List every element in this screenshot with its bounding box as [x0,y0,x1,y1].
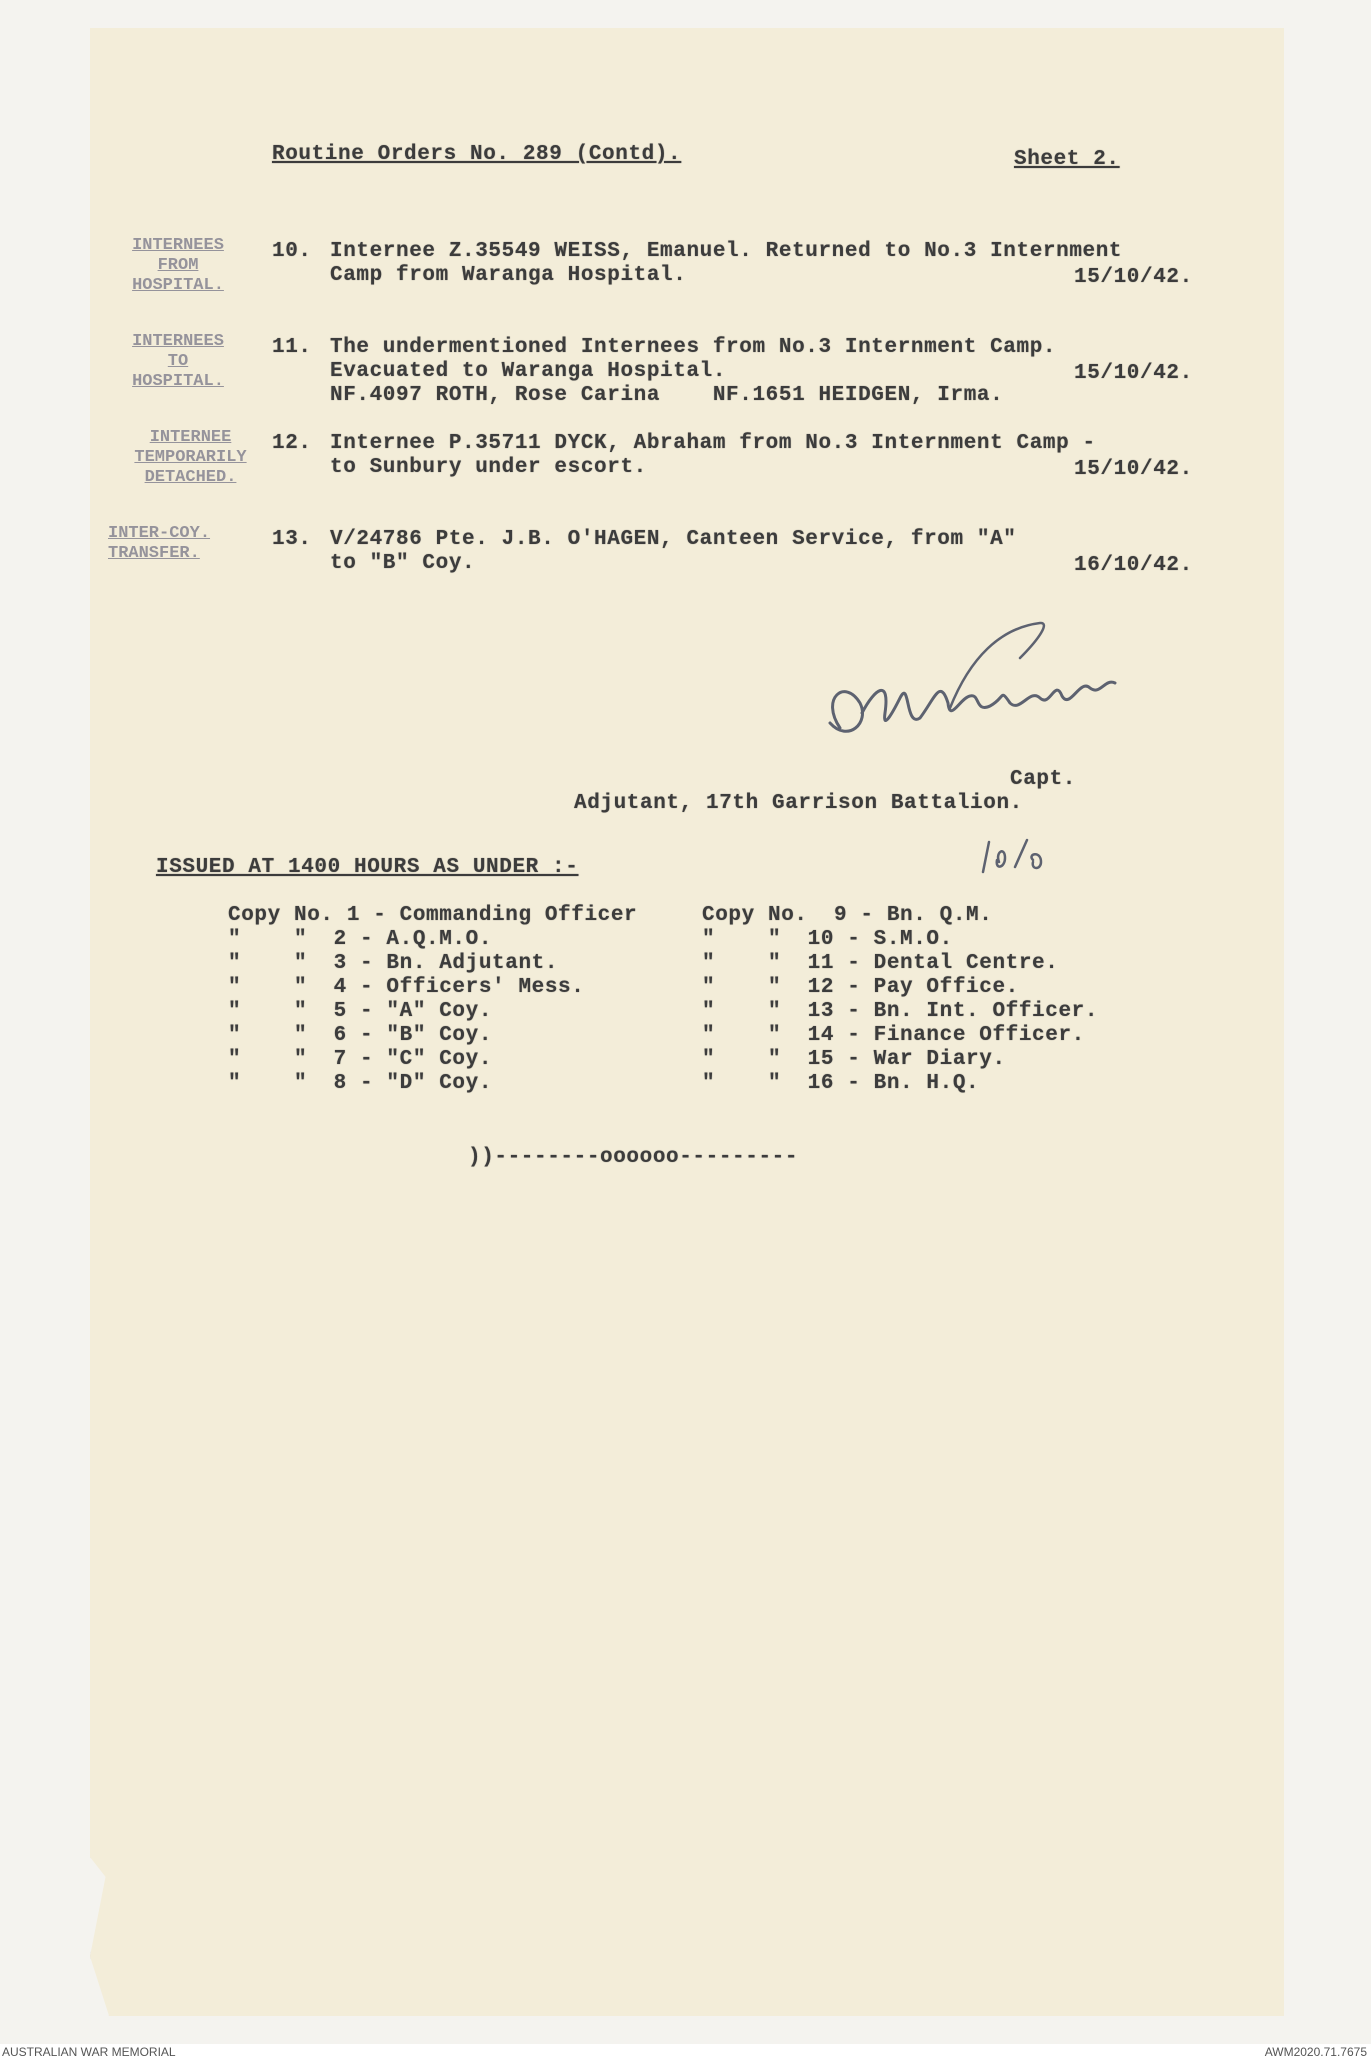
item-side-heading: INTERNEE TEMPORARILY DETACHED. [134,428,247,487]
distribution-heading: ISSUED AT 1400 HOURS AS UNDER :- [156,856,579,879]
distribution-row: " " 14 - Finance Officer. [702,1024,1085,1047]
distribution-row: " " 7 - "C" Coy. [228,1048,493,1071]
item-line: Camp from Waranga Hospital. [330,264,687,287]
distribution-row: " " 12 - Pay Office. [702,976,1019,999]
distribution-row: Copy No. 1 - Commanding Officer [228,904,638,927]
distribution-row: " " 15 - War Diary. [702,1048,1006,1071]
item-number: 10. [272,240,312,263]
sheet-number: Sheet 2. [1014,148,1120,171]
item-date: 15/10/42. [1074,458,1193,481]
item-line: Evacuated to Waranga Hospital. [330,360,727,383]
handwritten-initial-note [975,832,1075,882]
item-date: 15/10/42. [1074,266,1193,289]
distribution-row: Copy No. 9 - Bn. Q.M. [702,904,993,927]
item-number: 13. [272,528,312,551]
item-line: Internee P.35711 DYCK, Abraham from No.3 Internment Camp - [330,432,1096,455]
signatory-rank: Capt. [1010,768,1077,791]
distribution-row: " " 6 - "B" Coy. [228,1024,493,1047]
item-date: 16/10/42. [1074,554,1193,577]
document-title: Routine Orders No. 289 (Contd). [272,143,682,166]
distribution-row: " " 3 - Bn. Adjutant. [228,952,559,975]
item-date: 15/10/42. [1074,362,1193,385]
distribution-row: " " 5 - "A" Coy. [228,1000,493,1023]
item-line: to Sunbury under escort. [330,456,647,479]
distribution-row: " " 4 - Officers' Mess. [228,976,585,999]
distribution-row: " " 13 - Bn. Int. Officer. [702,1000,1099,1023]
distribution-row: " " 16 - Bn. H.Q. [702,1072,980,1095]
item-line: V/24786 Pte. J.B. O'HAGEN, Canteen Service, from "A" [330,528,1017,551]
distribution-right-column [702,904,1098,1096]
distribution-row: " " 8 - "D" Coy. [228,1072,493,1095]
footer-accession-number: AWM2020.71.7675 [1264,2045,1367,2059]
distribution-left-column [228,904,637,1096]
footer-institution: AUSTRALIAN WAR MEMORIAL [2,2045,176,2059]
signatory-appointment: Adjutant, 17th Garrison Battalion. [574,792,1023,815]
item-line: to "B" Coy. [330,552,476,575]
item-side-heading: INTERNEES FROM HOSPITAL. [132,236,224,295]
end-of-document-mark: ))--------oooooo--------- [468,1146,799,1169]
item-line: NF.4097 ROTH, Rose Carina NF.1651 HEIDGEN, Irma. [330,384,1004,407]
distribution-row: " " 11 - Dental Centre. [702,952,1059,975]
handwritten-signature [800,618,1130,778]
distribution-row: " " 2 - A.Q.M.O. [228,928,493,951]
item-side-heading: INTERNEES TO HOSPITAL. [132,332,224,391]
item-number: 11. [272,336,312,359]
item-line: Internee Z.35549 WEISS, Emanuel. Returned to No.3 Internment [330,240,1123,263]
item-number: 12. [272,432,312,455]
item-side-heading: INTER-COY. TRANSFER. [108,524,211,563]
distribution-row: " " 10 - S.M.O. [702,928,953,951]
item-line: The undermentioned Internees from No.3 Internment Camp. [330,336,1057,359]
